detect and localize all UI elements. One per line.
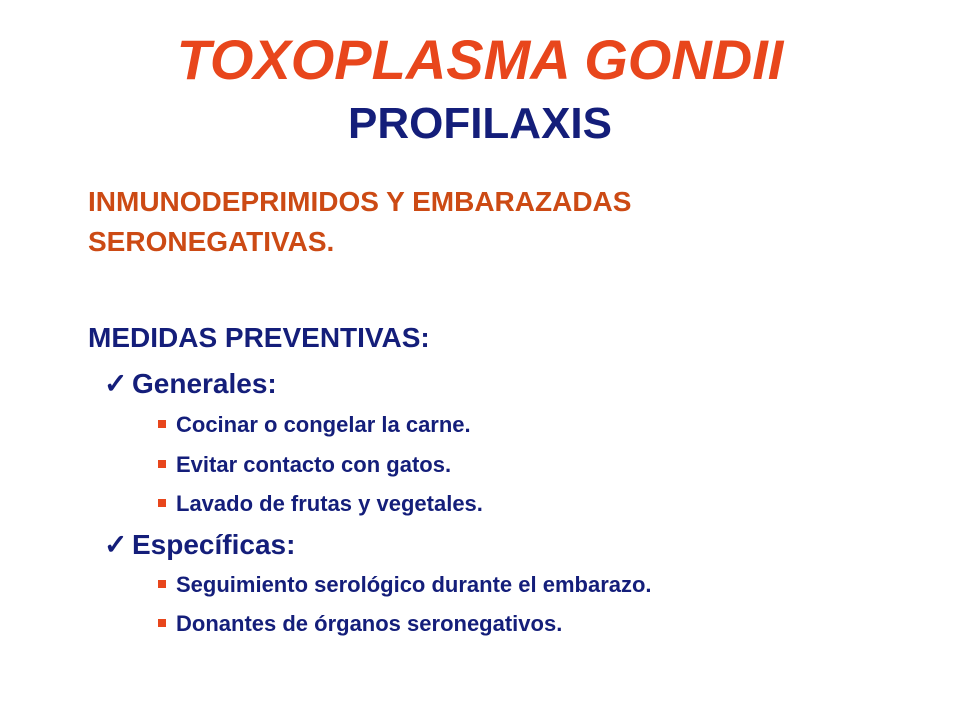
square-bullet-icon bbox=[158, 580, 166, 588]
list-item-text: Cocinar o congelar la carne. bbox=[176, 412, 471, 437]
square-bullet-icon bbox=[158, 499, 166, 507]
list-item bbox=[158, 489, 483, 519]
square-bullet-icon bbox=[158, 619, 166, 627]
square-bullet-icon bbox=[158, 460, 166, 468]
list-item bbox=[158, 570, 652, 600]
list-item-text: Lavado de frutas y vegetales. bbox=[176, 491, 483, 516]
target-group-line-2: SERONEGATIVAS. bbox=[88, 226, 335, 257]
list-item bbox=[158, 609, 562, 639]
check-icon: ✓ bbox=[104, 529, 128, 560]
group-specific bbox=[104, 525, 295, 565]
list-item-text: Donantes de órganos seronegativos. bbox=[176, 611, 563, 636]
list-item bbox=[158, 450, 451, 480]
group-general bbox=[104, 364, 277, 404]
check-icon: ✓ bbox=[104, 368, 128, 399]
slide-title: TOXOPLASMA GONDII bbox=[176, 28, 784, 91]
measures-heading: MEDIDAS PREVENTIVAS: bbox=[88, 322, 430, 353]
target-group-line-1: INMUNODEPRIMIDOS Y EMBARAZADAS bbox=[88, 186, 632, 217]
slide-subtitle: PROFILAXIS bbox=[347, 99, 613, 148]
list-item bbox=[158, 410, 471, 440]
list-item-text: Evitar contacto con gatos. bbox=[176, 452, 452, 477]
group-label: Generales: bbox=[132, 368, 277, 399]
square-bullet-icon bbox=[158, 420, 166, 428]
list-item-text: Seguimiento serológico durante el embarazo. bbox=[176, 572, 652, 597]
group-label: Específicas: bbox=[132, 529, 296, 560]
